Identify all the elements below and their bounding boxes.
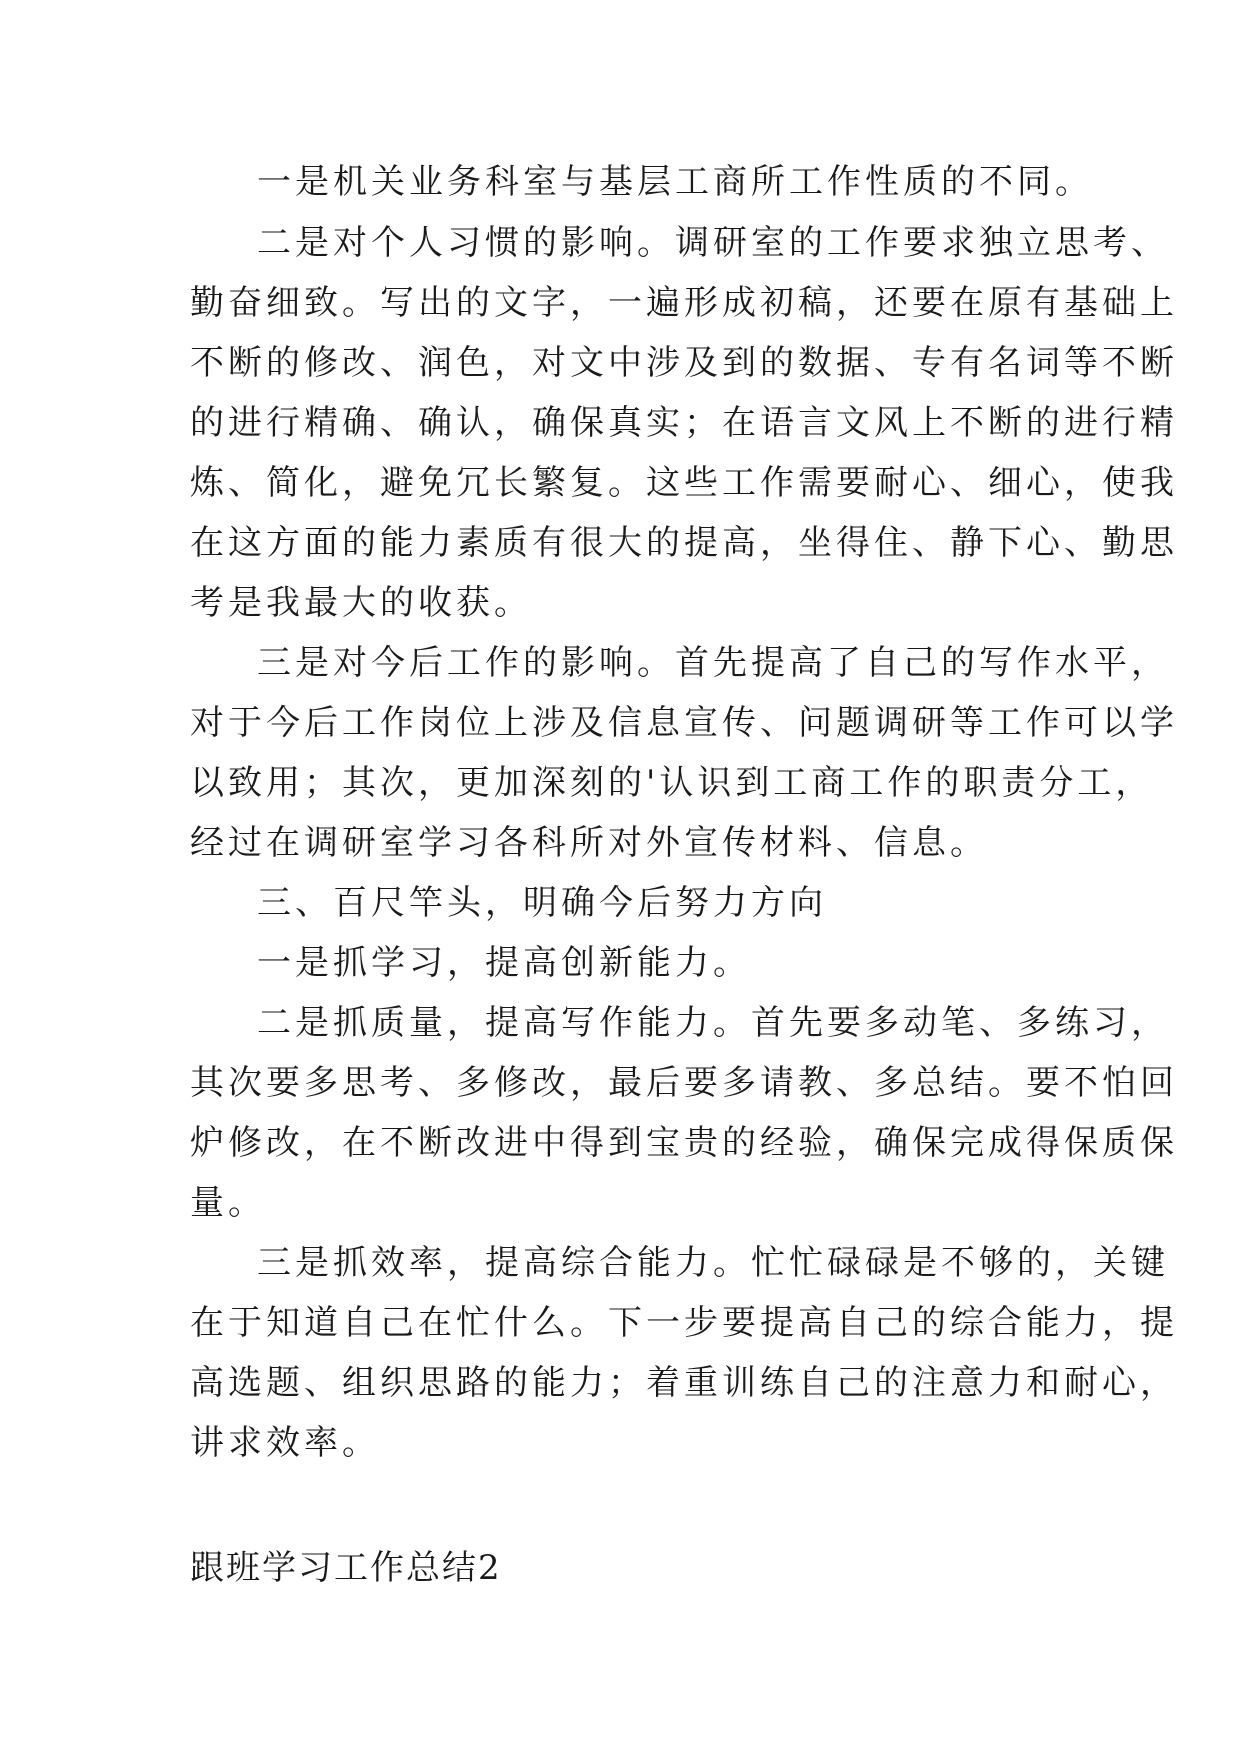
paragraph-line: 考是我最大的收获。 xyxy=(190,583,532,623)
paragraph-line: 一是抓学习，提高创新能力。 xyxy=(257,943,751,983)
paragraph-line: 炉修改，在不断改进中得到宝贵的经验，确保完成得保质保 xyxy=(190,1123,1178,1163)
paragraph-line: 其次要多思考、多修改，最后要多请教、多总结。要不怕回 xyxy=(190,1063,1178,1103)
paragraph-line: 的进行精确、确认，确保真实；在语言文风上不断的进行精 xyxy=(190,403,1178,443)
section-title: 跟班学习工作总结2 xyxy=(190,1548,502,1588)
paragraph-line: 在这方面的能力素质有很大的提高，坐得住、静下心、勤思 xyxy=(190,523,1178,563)
paragraph-line: 二是对个人习惯的影响。调研室的工作要求独立思考、 xyxy=(257,223,1169,263)
paragraph-line: 三是对今后工作的影响。首先提高了自己的写作水平， xyxy=(257,643,1169,683)
section-heading: 三、百尺竿头，明确今后努力方向 xyxy=(257,883,827,923)
paragraph-line: 一是机关业务科室与基层工商所工作性质的不同。 xyxy=(257,162,1093,202)
paragraph-line: 高选题、组织思路的能力；着重训练自己的注意力和耐心， xyxy=(190,1363,1178,1403)
paragraph-line: 二是抓质量，提高写作能力。首先要多动笔、多练习， xyxy=(257,1003,1169,1043)
paragraph-line: 讲求效率。 xyxy=(190,1423,380,1463)
paragraph-line: 以致用；其次，更加深刻的'认识到工商工作的职责分工， xyxy=(190,763,1154,803)
paragraph-line: 量。 xyxy=(190,1183,266,1223)
paragraph-line: 在于知道自己在忙什么。下一步要提高自己的综合能力，提 xyxy=(190,1303,1178,1343)
paragraph-line: 三是抓效率，提高综合能力。忙忙碌碌是不够的，关键 xyxy=(257,1243,1169,1283)
paragraph-line: 炼、简化，避免冗长繁复。这些工作需要耐心、细心，使我 xyxy=(190,463,1178,503)
paragraph-line: 经过在调研室学习各科所对外宣传材料、信息。 xyxy=(190,823,988,863)
paragraph-line: 勤奋细致。写出的文字，一遍形成初稿，还要在原有基础上 xyxy=(190,283,1178,323)
paragraph-line: 不断的修改、润色，对文中涉及到的数据、专有名词等不断 xyxy=(190,343,1178,383)
paragraph-line: 对于今后工作岗位上涉及信息宣传、问题调研等工作可以学 xyxy=(190,703,1178,743)
